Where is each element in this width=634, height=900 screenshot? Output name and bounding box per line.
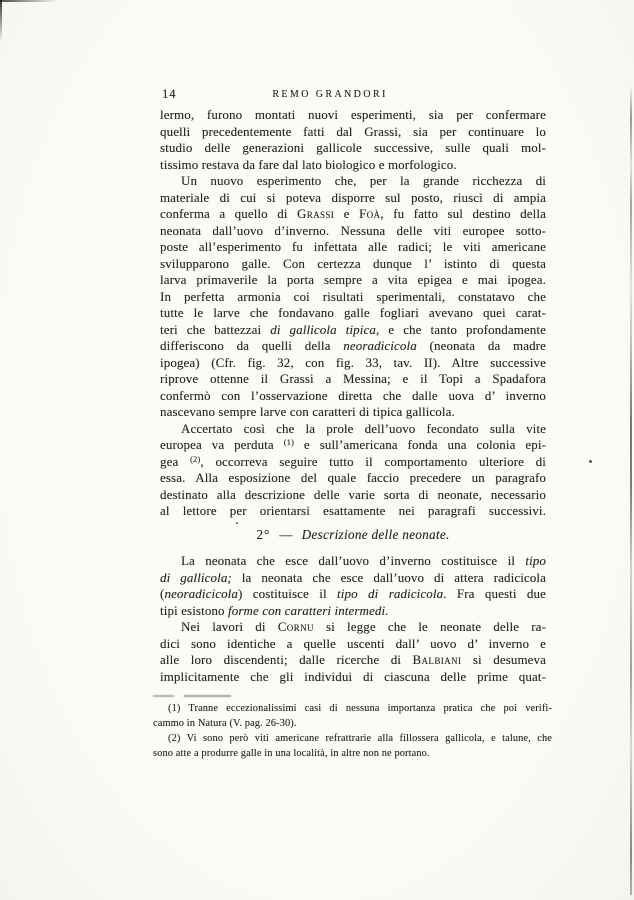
text-run: tipi esistono <box>160 603 228 618</box>
text-line <box>160 124 546 141</box>
footnote-separator <box>153 694 243 698</box>
section-title: Descrizione delle neonate. <box>301 527 450 542</box>
text-run: Accertato così che la prole dell’uovo fecondato sulla vite <box>181 421 546 436</box>
text-run: Un nuovo esperimento che, per la grande ricchezza di <box>181 174 546 188</box>
section-dash: — <box>279 527 293 542</box>
text-run: si desumeva <box>461 653 546 667</box>
text-run: alle loro discendenti; dalle ricerche di <box>160 653 413 667</box>
text-line <box>160 223 546 240</box>
text-line <box>160 454 546 471</box>
text-line <box>160 619 546 636</box>
text-run: si legge che le neonate delle ra- <box>313 620 546 634</box>
text-run: implicitamente che gli individui di ciascuna delle prime quat- <box>160 669 546 684</box>
text-line <box>160 107 546 124</box>
text-line <box>153 716 552 731</box>
text-line <box>160 404 546 421</box>
text-run: sono atte a produrre galle in una località, in altre non ne portano. <box>153 748 430 759</box>
separator-dash <box>153 695 174 697</box>
text-run: Nei lavori di <box>181 620 278 634</box>
styled-text-run: neoradicicola <box>343 339 417 353</box>
styled-text-run: Cornu <box>277 620 314 634</box>
text-run: al lettore per orientarsi esattamente nei paragrafi successivi. <box>160 504 546 518</box>
page-edge-mark-left <box>0 0 2 42</box>
styled-text-run: di gallicola; <box>160 570 232 585</box>
text-line <box>160 140 546 157</box>
paragraph <box>160 553 546 619</box>
text-run: e <box>334 207 359 221</box>
text-line <box>160 256 546 273</box>
paragraph <box>160 107 546 173</box>
text-run: gea <box>160 454 191 469</box>
section-heading <box>160 527 546 543</box>
text-line <box>160 371 546 388</box>
ink-speck <box>236 522 238 524</box>
text-line <box>160 570 546 587</box>
text-run: In perfetta armonia coi risultati sperimentali, constatavo che <box>160 289 546 304</box>
text-run: materiale di cui si poteva disporre sul posto, riuscì di ampia <box>160 190 546 205</box>
text-run: differiscono da quelli della <box>160 339 344 353</box>
text-line <box>160 305 546 322</box>
page-edge-shadow <box>630 85 632 895</box>
footnotes <box>153 701 552 761</box>
styled-text-run: di gallicola tipica <box>270 322 376 337</box>
text-run: ) costituisce il <box>238 587 338 601</box>
text-run: , occorreva seguire tutto il comportamento ulteriore di <box>200 454 547 469</box>
text-run: , fu fatto sul destino della <box>380 207 546 221</box>
text-run: conferma a quello di <box>160 207 297 221</box>
text-line <box>160 603 546 620</box>
styled-text-run: neoradicicola <box>164 587 239 601</box>
styled-text-run: Foà <box>359 207 381 221</box>
text-run: lermo, furono montati nuovi esperimenti, sia per confermare <box>160 108 546 122</box>
text-run: europea va perduta <box>160 438 284 452</box>
text-run: neonata dall’uovo d’inverno. Nessuna delle viti europee sotto- <box>160 223 546 238</box>
styled-text-run: (2) <box>190 453 201 464</box>
text-run: (neonata da madre <box>416 339 546 353</box>
text-run: studio delle generazioni gallicole successive, sulle quali mol- <box>160 141 546 155</box>
paragraph <box>160 421 546 520</box>
text-run: tissimo restava da fare dal lato biologico e morfologico. <box>160 157 457 172</box>
text-run: quelli precedentemente fatti dal Grassi, sia per continuare lo <box>160 124 546 139</box>
text-line <box>160 239 546 256</box>
body-text-lower <box>160 553 546 685</box>
text-run: , e che tanto profondamente <box>375 322 546 337</box>
text-run: svilupparono galle. Con certezza dunque l’ istinto di questa <box>160 256 546 271</box>
section-number: 2° <box>256 527 271 542</box>
styled-text-run: forme con caratteri intermedi. <box>228 603 389 618</box>
separator-dash <box>184 695 231 697</box>
paragraph <box>160 173 546 421</box>
text-line <box>160 338 546 355</box>
styled-text-run: (1) <box>283 437 295 448</box>
paragraph <box>160 619 546 685</box>
text-line <box>160 553 546 570</box>
text-run: dici sono identiche a quelle uscenti dall’ uovo d’ inverno e <box>160 636 546 651</box>
text-run: (1) Tranne eccezionalissimi casi di nessuna importanza pratica che poi verifi- <box>168 703 552 714</box>
text-line <box>160 355 546 372</box>
text-run: la neonata che esce dall’uovo di attera radicicola <box>231 570 546 585</box>
styled-text-run: Grassi <box>296 207 335 221</box>
body-text-upper <box>160 107 546 520</box>
text-run: teri che battezzai <box>160 322 271 337</box>
text-line <box>153 746 552 761</box>
styled-text-run: tipo di radicicola <box>337 587 444 601</box>
text-run: (2) Vi sono però viti americane refrattrarie alla fillossera gallicola, e talune, che <box>168 733 552 744</box>
text-line <box>160 206 546 223</box>
text-line <box>160 470 546 487</box>
text-line <box>153 731 552 746</box>
page-edge-mark-top <box>0 0 58 2</box>
page-number: 14 <box>162 87 177 101</box>
text-run: cammo in Natura (V. pag. 26-30). <box>153 718 297 729</box>
text-run: La neonata che esce dall’uovo d’inverno costituisce il <box>181 554 526 568</box>
text-line <box>160 586 546 603</box>
footnote <box>153 731 552 761</box>
text-run: essa. Alla esposizione del quale faccio precedere un paragrafo <box>160 471 546 485</box>
ink-speck <box>589 460 592 463</box>
text-line <box>160 272 546 289</box>
text-line <box>160 157 546 174</box>
text-run: larva primaverile la porta sempre a vita epigea e mai ipogea. <box>160 273 546 287</box>
text-line <box>160 289 546 306</box>
text-line <box>160 669 546 686</box>
styled-text-run: Balbiani <box>412 653 462 667</box>
text-line <box>153 701 552 716</box>
text-run: nascevano sempre larve con caratteri di tipica gallicola. <box>160 405 455 419</box>
text-run: destinato alla descrizione delle varie sorta di neonate, necessario <box>160 487 546 502</box>
text-run: tutte le larve che fondavano galle fogliari avevano quei carat- <box>160 306 546 320</box>
text-line <box>160 173 546 190</box>
text-run: e sull’americana fonda una colonia epi- <box>294 438 546 452</box>
text-line <box>160 322 546 339</box>
text-line <box>160 636 546 653</box>
text-line <box>160 503 546 520</box>
text-line <box>160 421 546 438</box>
footnote <box>153 701 552 731</box>
text-line <box>160 190 546 207</box>
text-line <box>160 437 546 454</box>
text-run: ipogea) (Cfr. fig. 32, con fig. 33, tav. II). Altre successive <box>160 355 546 370</box>
text-run: ( <box>160 587 165 601</box>
running-header: REMO GRANDORI <box>272 89 388 100</box>
text-run: poste all’esperimento fu infettata alle radici; le viti americane <box>160 240 546 254</box>
text-run: . Fra questi due <box>443 587 546 601</box>
text-run: riprove ottenne il Grassi a Messina; e il Topi a Spadafora <box>160 372 546 386</box>
styled-text-run: tipo <box>525 554 546 568</box>
text-line <box>160 388 546 405</box>
text-run: confermò con l’osservazione diretta che dalle uova d’ inverno <box>160 388 546 403</box>
text-line <box>160 652 546 669</box>
text-line <box>160 487 546 504</box>
